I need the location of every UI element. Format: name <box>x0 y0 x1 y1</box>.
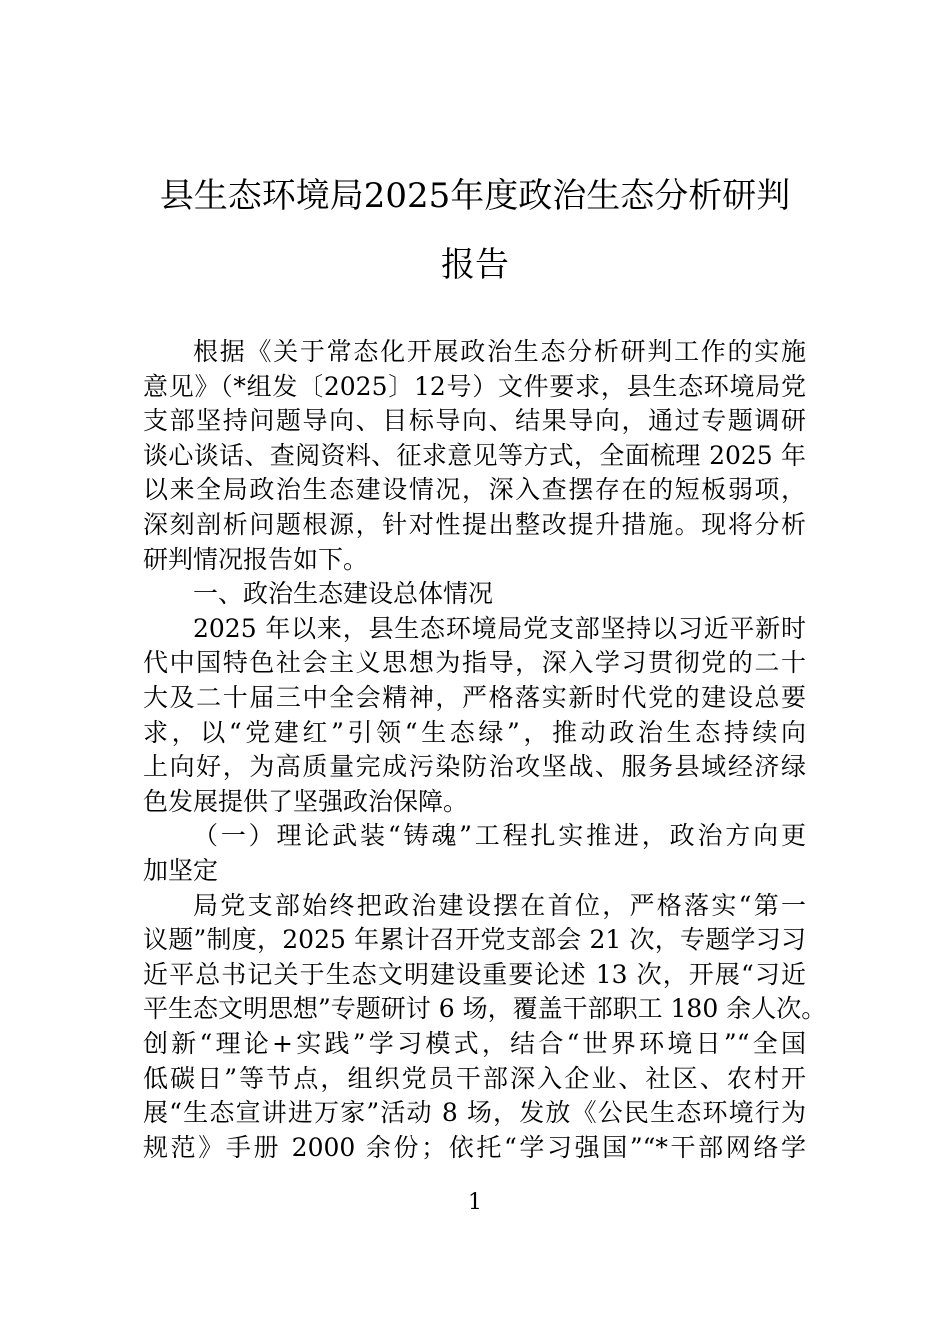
text-line: 代中国特色社会主义思想为指导，深入学习贯彻党的二十 <box>143 648 806 678</box>
text-line: 议题”制度，2025 年累计召开党支部会 21 次，专题学习习 <box>143 925 806 955</box>
text-line: 平生态文明思想”专题研讨 6 场，覆盖干部职工 180 余人次。 <box>143 994 827 1024</box>
text-line: 2025 年以来，县生态环境局党支部坚持以习近平新时 <box>193 613 806 643</box>
text-line: 近平总书记关于生态文明建设重要论述 13 次，开展“习近 <box>143 959 806 989</box>
text-line: 低碳日”等节点，组织党员干部深入企业、社区、农村开 <box>143 1063 806 1093</box>
text-line: 展“生态宣讲进万家”活动 8 场，发放《公民生态环境行为 <box>143 1098 806 1128</box>
text-line: 一、政治生态建设总体情况 <box>193 579 494 609</box>
text-line: 上向好，为高质量完成污染防治攻坚战、服务县域经济绿 <box>143 752 806 782</box>
document-title-line-1: 县生态环境局2025年度政治生态分析研判 <box>159 176 791 216</box>
text-line: 研判情况报告如下。 <box>143 544 369 574</box>
text-line: 深刻剖析问题根源，针对性提出整改提升措施。现将分析 <box>143 510 806 539</box>
text-line: 加坚定 <box>143 856 219 885</box>
page-number: 1 <box>468 1190 482 1215</box>
text-line: （一）理论武装“铸魂”工程扎实推进，政治方向更 <box>193 821 806 851</box>
text-line: 以来全局政治生态建设情况，深入查摆存在的短板弱项， <box>143 475 806 505</box>
text-line: 色发展提供了坚强政治保障。 <box>143 786 469 816</box>
text-line: 规范》手册 2000 余份；依托“学习强国”“*干部网络学 <box>143 1132 806 1162</box>
text-line: 求，以“党建红”引领“生态绿”，推动政治生态持续向 <box>143 717 806 747</box>
text-line: 根据《关于常态化开展政治生态分析研判工作的实施 <box>193 337 806 366</box>
text-line: 局党支部始终把政治建设摆在首位，严格落实“第一 <box>193 890 806 920</box>
text-line: 意见》（*组发〔2025〕12号）文件要求，县生态环境局党 <box>143 371 806 401</box>
text-line: 支部坚持问题导向、目标导向、结果导向，通过专题调研 <box>143 406 806 436</box>
text-line: 谈心谈话、查阅资料、征求意见等方式，全面梳理 2025 年 <box>143 440 806 470</box>
text-line: 创新“理论+实践”学习模式，结合“世界环境日”“全国 <box>143 1029 806 1058</box>
document-title-line-2: 报告 <box>441 245 509 285</box>
text-line: 大及二十届三中全会精神，严格落实新时代党的建设总要 <box>143 683 806 712</box>
